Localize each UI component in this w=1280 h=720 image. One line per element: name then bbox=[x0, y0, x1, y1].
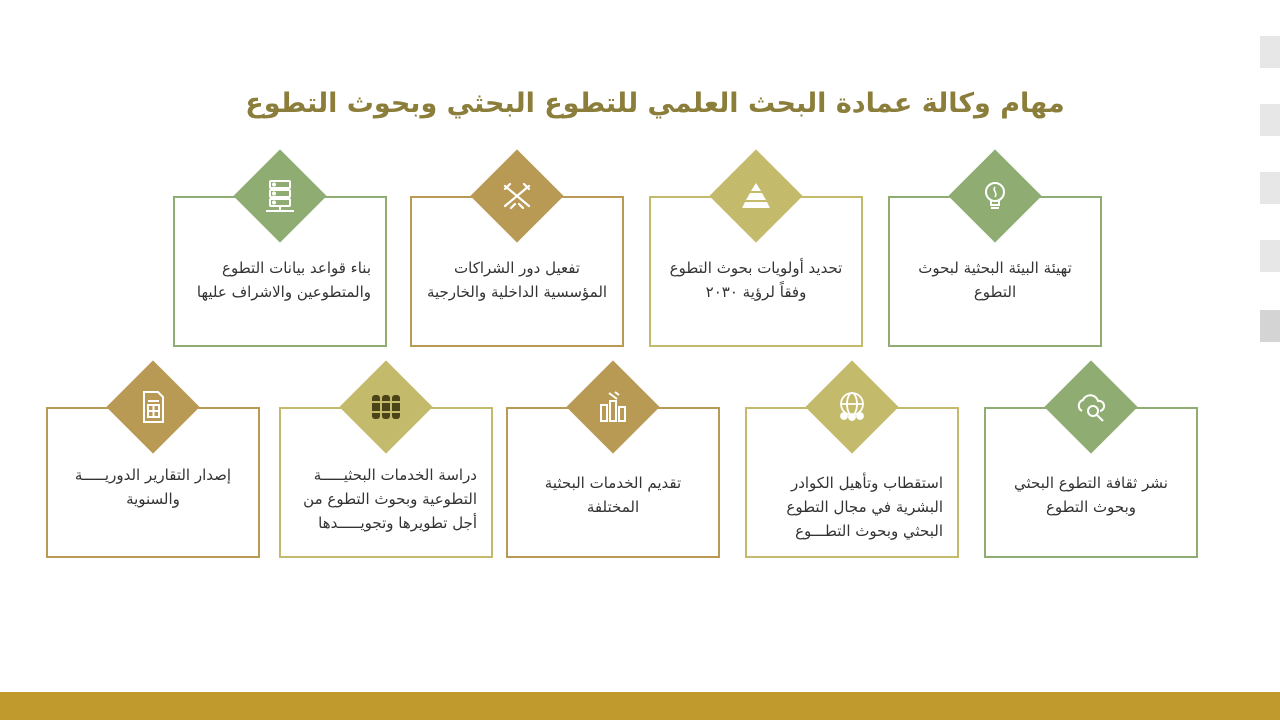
bottom-bar bbox=[0, 692, 1280, 720]
slide-tab bbox=[1260, 104, 1280, 136]
task-text: تفعيل دور الشراكات المؤسسية الداخلية والخارجية bbox=[426, 259, 608, 301]
handshake-icon bbox=[495, 174, 539, 218]
books-icon bbox=[364, 385, 408, 429]
lightbulb-icon bbox=[973, 174, 1017, 218]
task-text: إصدار التقارير الدوريـــــة والسنوية bbox=[74, 466, 232, 508]
task-text: استقطاب وتأهيل الكوادر البشرية في مجال التطوع البحثي وبحوث التطـــوع bbox=[786, 474, 943, 540]
page-title: مهام وكالة عمادة البحث العلمي للتطوع البحثي وبحوث التطوع bbox=[245, 88, 1065, 119]
cloud-search-icon bbox=[1069, 385, 1113, 429]
slide-tab bbox=[1260, 310, 1280, 342]
lab-icon bbox=[591, 385, 635, 429]
task-text: بناء قواعد بيانات التطوع والمتطوعين والاشراف عليها bbox=[196, 259, 371, 301]
task-text: دراسة الخدمات البحثيـــــة التطوعية وبحوث التطوع من أجل تطويرها وتجويـــــدها bbox=[303, 466, 477, 532]
slide-tab bbox=[1260, 240, 1280, 272]
slide-tab bbox=[1260, 36, 1280, 68]
globe-people-icon bbox=[830, 385, 874, 429]
pyramid-icon bbox=[734, 174, 778, 218]
task-text: نشر ثقافة التطوع البحثي وبحوث التطوع bbox=[1014, 474, 1168, 516]
report-icon bbox=[131, 385, 175, 429]
server-icon bbox=[258, 174, 302, 218]
task-text: تحديد أولويات بحوث التطوع وفقاً لرؤية ٢٠٣٠ bbox=[669, 259, 843, 301]
task-text: تقديم الخدمات البحثية المختلفة bbox=[544, 474, 682, 516]
task-text: تهيئة البيئة البحثية لبحوث التطوع bbox=[918, 259, 1072, 301]
slide-tab bbox=[1260, 172, 1280, 204]
